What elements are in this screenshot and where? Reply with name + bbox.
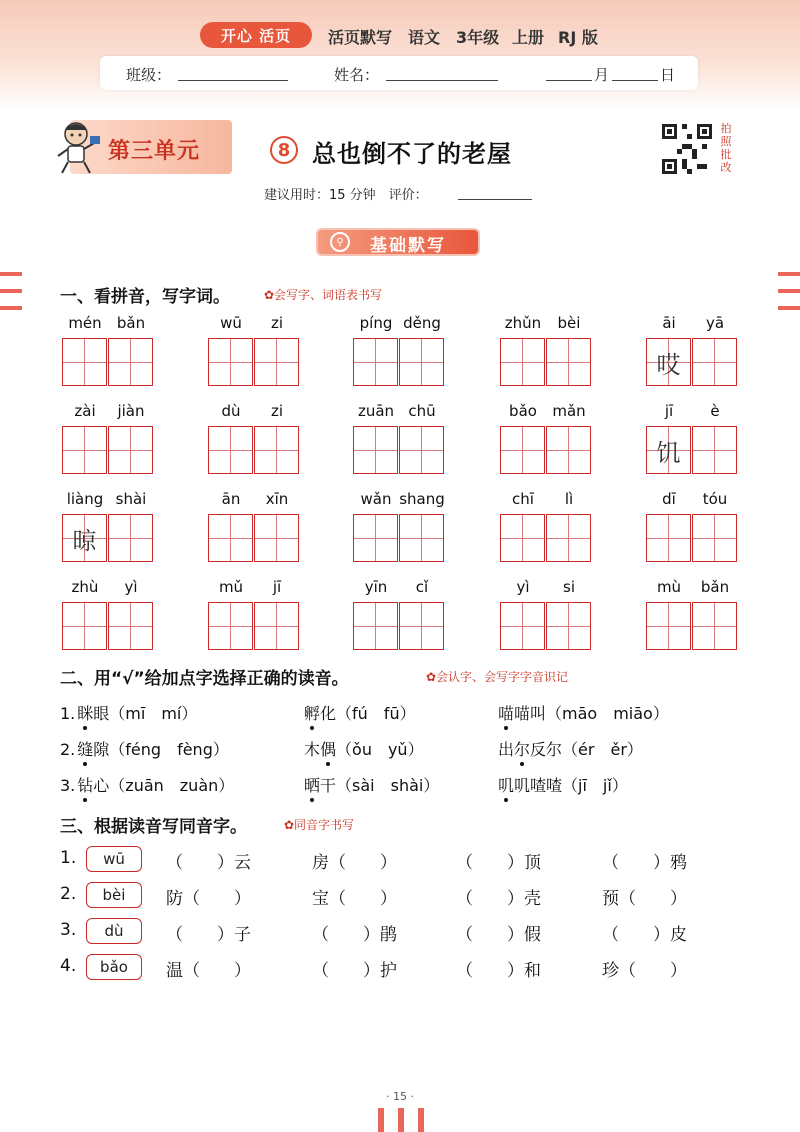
reading-options[interactable]: （mī mí）: [109, 704, 198, 723]
dotted-character: 偶: [320, 737, 336, 760]
reading-options[interactable]: （féng fèng）: [109, 740, 229, 759]
pronunciation-item: [302, 737, 424, 760]
reading-options[interactable]: （ér ěr）: [562, 740, 643, 759]
pinyin-label: píng: [359, 314, 393, 332]
reading-options[interactable]: （zuān zuàn）: [109, 776, 235, 795]
homophone-blank[interactable]: （ ）鹃: [312, 925, 397, 945]
reading-options[interactable]: （jī jǐ）: [562, 776, 628, 795]
q2-title: 二、用“√”给加点字选择正确的读音。: [60, 669, 349, 689]
writing-cell[interactable]: [353, 426, 398, 474]
homophone-blank[interactable]: （ ）壳: [456, 889, 541, 909]
pinyin-pill: bèi: [86, 882, 142, 908]
writing-cell[interactable]: [399, 338, 444, 386]
pronunciation-item: [60, 701, 197, 724]
item-text: 化: [320, 704, 337, 723]
item-text: 干: [320, 776, 337, 795]
writing-cell[interactable]: [108, 338, 153, 386]
month-label: 月: [594, 66, 610, 84]
pinyin-label: zài: [74, 402, 96, 420]
dotted-character: 缝: [77, 737, 93, 760]
writing-cell[interactable]: [208, 426, 253, 474]
reading-options[interactable]: （ǒu yǔ）: [336, 740, 424, 759]
pinyin-label: cǐ: [415, 578, 429, 596]
class-label: 班级：: [126, 66, 172, 84]
writing-cell[interactable]: [546, 602, 591, 650]
homophone-blank[interactable]: （ ）云: [166, 853, 251, 873]
writing-cell[interactable]: 晾: [62, 514, 107, 562]
pinyin-label: zhǔn: [504, 314, 542, 332]
writing-cell[interactable]: [500, 514, 545, 562]
header-band: [0, 0, 800, 110]
writing-cell[interactable]: [254, 514, 299, 562]
class-field[interactable]: [178, 80, 288, 81]
pinyin-label: shài: [115, 490, 147, 508]
homophone-blank[interactable]: （ ）护: [312, 961, 397, 981]
writing-cell[interactable]: [500, 602, 545, 650]
pinyin-label: mén: [68, 314, 102, 332]
item-text: 2.: [60, 740, 76, 759]
writing-cell[interactable]: [62, 426, 107, 474]
writing-cell[interactable]: [399, 426, 444, 474]
writing-cell[interactable]: [500, 426, 545, 474]
pronunciation-item: [496, 701, 669, 724]
pinyin-label: mù: [656, 578, 682, 596]
pinyin-label: ān: [221, 490, 241, 508]
homophone-blank[interactable]: 珍（ ）: [602, 961, 687, 981]
dotted-character: 晒: [304, 773, 320, 796]
name-label: 姓名：: [334, 66, 380, 84]
footer-bar: [378, 1108, 384, 1132]
row-number: 1.: [60, 848, 77, 868]
homophone-blank[interactable]: 房（ ）: [312, 853, 397, 873]
homophone-blank[interactable]: （ ）假: [456, 925, 541, 945]
pronunciation-item: [496, 737, 643, 760]
homophone-blank[interactable]: （ ）皮: [602, 925, 687, 945]
writing-cell[interactable]: [646, 514, 691, 562]
writing-cell[interactable]: [500, 338, 545, 386]
dotted-character: 尔: [514, 737, 530, 760]
writing-cell[interactable]: [208, 514, 253, 562]
writing-cell[interactable]: [353, 338, 398, 386]
item-text: 叽喳喳: [514, 776, 563, 795]
writing-cell[interactable]: [692, 338, 737, 386]
pronunciation-item: [302, 701, 416, 724]
writing-cell[interactable]: [62, 338, 107, 386]
q3-hint: ✿同音字书写: [284, 818, 355, 832]
subject-label: 语文: [408, 28, 441, 47]
writing-cell[interactable]: [108, 426, 153, 474]
pinyin-label: yì: [516, 578, 530, 596]
item-text: 反尔: [530, 740, 563, 759]
writing-cell[interactable]: [353, 514, 398, 562]
dotted-character: 孵: [304, 701, 320, 724]
writing-cell[interactable]: [208, 338, 253, 386]
writing-cell[interactable]: 哎: [646, 338, 691, 386]
item-text: 眼: [93, 704, 110, 723]
writing-cell[interactable]: [546, 338, 591, 386]
left-side-bars: [0, 272, 22, 323]
pinyin-label: chū: [408, 402, 436, 420]
name-field[interactable]: [386, 80, 498, 81]
pinyin-label: è: [710, 402, 720, 420]
pinyin-label: si: [563, 578, 575, 596]
writing-cell[interactable]: [546, 426, 591, 474]
writing-cell[interactable]: [108, 602, 153, 650]
homophone-blank[interactable]: （ ）鸦: [602, 853, 687, 873]
pronunciation-item: [496, 773, 628, 796]
pinyin-label: shang: [399, 490, 445, 508]
homophone-blank[interactable]: 温（ ）: [166, 961, 251, 981]
writing-cell[interactable]: [62, 602, 107, 650]
item-text: 出: [498, 740, 515, 759]
writing-cell[interactable]: [692, 514, 737, 562]
pinyin-label: jī: [272, 578, 282, 596]
right-side-bars: [778, 272, 800, 323]
pinyin-label: bǎn: [700, 578, 730, 596]
pinyin-label: yā: [705, 314, 725, 332]
day-label: 日: [660, 66, 676, 84]
brand-logo: 开心 活页: [200, 22, 312, 48]
item-text: 心: [93, 776, 110, 795]
pronunciation-item: [60, 737, 229, 760]
writing-cell[interactable]: [108, 514, 153, 562]
writing-cell[interactable]: [254, 602, 299, 650]
homophone-blank[interactable]: （ ）和: [456, 961, 541, 981]
pinyin-label: zi: [270, 402, 284, 420]
row-number: 4.: [60, 956, 77, 976]
pinyin-pill: dù: [86, 918, 142, 944]
pinyin-label: wū: [220, 314, 242, 332]
grade-label: 3年级: [456, 28, 500, 47]
pronunciation-item: [302, 773, 439, 796]
writing-cell[interactable]: [208, 602, 253, 650]
q1-title: 一、看拼音，写字词。: [60, 287, 230, 307]
writing-cell[interactable]: [353, 602, 398, 650]
reading-options[interactable]: （fú fū）: [336, 704, 416, 723]
pinyin-label: lì: [564, 490, 574, 508]
q1-hint: ✿会写字、词语表书写: [264, 288, 383, 302]
homophone-blank[interactable]: （ ）顶: [456, 853, 541, 873]
section-title: 基础默写: [370, 236, 446, 256]
item-text: 喵叫: [514, 704, 547, 723]
pinyin-label: bǎn: [116, 314, 146, 332]
writing-cell[interactable]: [692, 602, 737, 650]
item-text: 木: [304, 740, 321, 759]
pinyin-label: tóu: [702, 490, 728, 508]
pinyin-label: chī: [512, 490, 534, 508]
dotted-character: 叽: [498, 773, 514, 796]
dotted-character: 眯: [77, 701, 93, 724]
writing-cell[interactable]: [692, 426, 737, 474]
writing-cell[interactable]: 饥: [646, 426, 691, 474]
pinyin-label: jī: [664, 402, 674, 420]
dotted-character: 钻: [77, 773, 93, 796]
lesson-number-badge: 8: [270, 136, 298, 164]
pinyin-label: děng: [403, 314, 441, 332]
magnifier-icon: ⚲: [330, 232, 350, 252]
q2-hint: ✿会认字、会写字字音识记: [426, 670, 569, 684]
item-text: 隙: [93, 740, 110, 759]
homophone-blank[interactable]: （ ）子: [166, 925, 251, 945]
qr-code-icon[interactable]: [662, 124, 712, 174]
pinyin-label: bèi: [557, 314, 581, 332]
unit-title: 第三单元: [108, 139, 201, 164]
pinyin-label: zi: [270, 314, 284, 332]
qr-label: 拍照批改: [720, 122, 732, 174]
pinyin-label: āi: [662, 314, 676, 332]
evaluation-field[interactable]: [458, 199, 532, 200]
pinyin-label: mǎn: [552, 402, 586, 420]
homophone-blank[interactable]: 防（ ）: [166, 889, 251, 909]
dotted-character: 喵: [498, 701, 514, 724]
pinyin-pill: bǎo: [86, 954, 142, 980]
footer-bar: [418, 1108, 424, 1132]
day-field[interactable]: [612, 80, 658, 81]
pinyin-label: zhù: [71, 578, 99, 596]
pinyin-label: jiàn: [117, 402, 145, 420]
writing-cell[interactable]: [254, 338, 299, 386]
writing-cell[interactable]: [399, 602, 444, 650]
edition-label: RJ 版: [558, 28, 598, 47]
mascot-icon: [52, 118, 104, 176]
reading-options[interactable]: （sài shài）: [336, 776, 440, 795]
writing-cell[interactable]: [646, 602, 691, 650]
row-number: 2.: [60, 884, 77, 904]
writing-cell[interactable]: [546, 514, 591, 562]
pinyin-label: xīn: [265, 490, 289, 508]
pinyin-label: liàng: [66, 490, 104, 508]
q3-title: 三、根据读音写同音字。: [60, 817, 247, 837]
month-field[interactable]: [546, 80, 592, 81]
volume-label: 上册: [512, 28, 545, 47]
item-text: 3.: [60, 776, 76, 795]
pinyin-label: wǎn: [360, 490, 392, 508]
reading-options[interactable]: （māo miāo）: [546, 704, 669, 723]
footer-bar: [398, 1108, 404, 1132]
pinyin-label: dù: [221, 402, 241, 420]
time-hint: 建议用时：15 分钟 评价：: [264, 188, 428, 203]
homophone-blank[interactable]: 宝（ ）: [312, 889, 397, 909]
pinyin-label: dī: [662, 490, 676, 508]
lesson-title: 总也倒不了的老屋: [312, 140, 512, 168]
pinyin-label: bǎo: [509, 402, 537, 420]
writing-cell[interactable]: [399, 514, 444, 562]
pinyin-label: zuān: [357, 402, 395, 420]
pinyin-pill: wū: [86, 846, 142, 872]
pinyin-label: mǔ: [218, 578, 244, 596]
page-number: · 15 ·: [386, 1090, 414, 1103]
homophone-blank[interactable]: 预（ ）: [602, 889, 687, 909]
writing-cell[interactable]: [254, 426, 299, 474]
pinyin-label: yì: [124, 578, 138, 596]
item-text: 1.: [60, 704, 76, 723]
row-number: 3.: [60, 920, 77, 940]
series-label: 活页默写: [328, 28, 393, 47]
pinyin-label: yīn: [364, 578, 388, 596]
pronunciation-item: [60, 773, 234, 796]
